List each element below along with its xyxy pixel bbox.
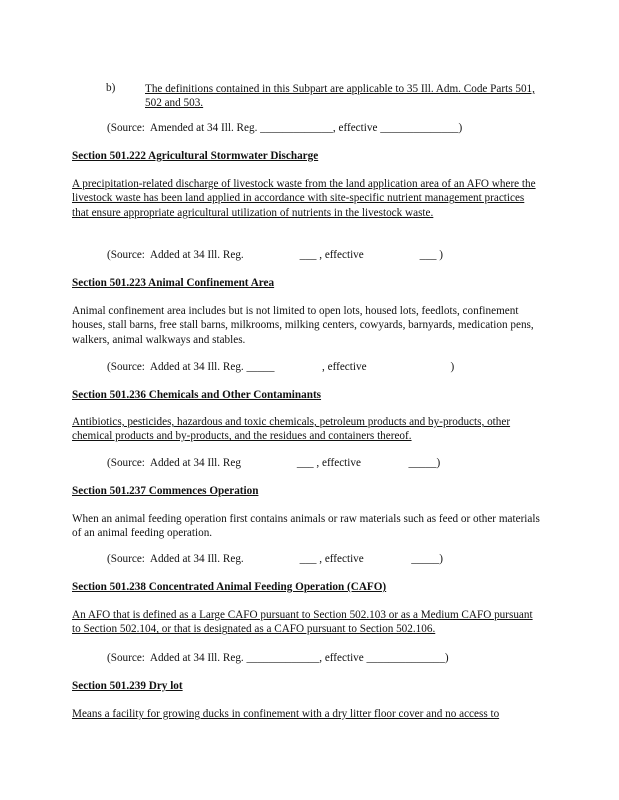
list-marker: b) [106,82,116,94]
intro-source-note: (Source: Amended at 34 Ill. Reg. _____________, effective ______________) [107,122,463,134]
section-body-501-237: When an animal feeding operation first contains animals or raw materials such as feed or other materials of an animal feeding operation. [72,513,540,540]
section-body-501-238: An AFO that is defined as a Large CAFO pursuant to Section 502.103 or as a Medium CAFO pursuant to Section 502.104, or that is designated as a CAFO pursuant to Section 502.106. [72,609,533,636]
section-heading-501-238: Section 501.238 Concentrated Animal Feeding Operation (CAFO) [72,581,387,593]
section-body-501-223: Animal confinement area includes but is not limited to open lots, housed lots, feedlots, confinement houses, stall barns, free stall barns, milkrooms, milking centers, cowyards, barnyards, medication pens, walkers, animal walkways and stables. [72,305,534,346]
section-heading-501-239: Section 501.239 Dry lot [72,680,183,692]
section-source-501-236: (Source: Added at 34 Ill. Reg ___ , effective _____) [107,457,441,469]
section-heading-501-223: Section 501.223 Animal Confinement Area [72,277,275,289]
section-heading-501-222: Section 501.222 Agricultural Stormwater Discharge [72,150,319,162]
section-source-501-222: (Source: Added at 34 Ill. Reg. ___ , effective ___ ) [107,249,443,261]
section-source-501-223: (Source: Added at 34 Ill. Reg. _____ , effective ) [107,361,455,373]
section-source-501-238: (Source: Added at 34 Ill. Reg. _____________, effective ______________) [107,652,449,664]
intro-definitions-text: The definitions contained in this Subpart are applicable to 35 Ill. Adm. Code Parts 501, 502 and 503. [145,83,535,109]
section-body-501-236: Antibiotics, pesticides, hazardous and toxic chemicals, petroleum products and by-products, other chemical products and by-products, and the residues and containers thereof. [72,416,511,443]
section-source-501-237: (Source: Added at 34 Ill. Reg. ___ , effective _____) [107,553,443,565]
section-heading-501-236: Section 501.236 Chemicals and Other Contaminants [72,389,322,401]
section-body-501-239: Means a facility for growing ducks in confinement with a dry litter floor cover and no access to [72,708,500,720]
section-heading-501-237: Section 501.237 Commences Operation [72,485,259,497]
section-body-501-222: A precipitation-related discharge of livestock waste from the land application area of an AFO where the livestock waste has been land applied in accordance with site-specific nutrient management practices that ensure appropriate agricultural utilization of nutrients in the livestock waste. [72,178,536,219]
